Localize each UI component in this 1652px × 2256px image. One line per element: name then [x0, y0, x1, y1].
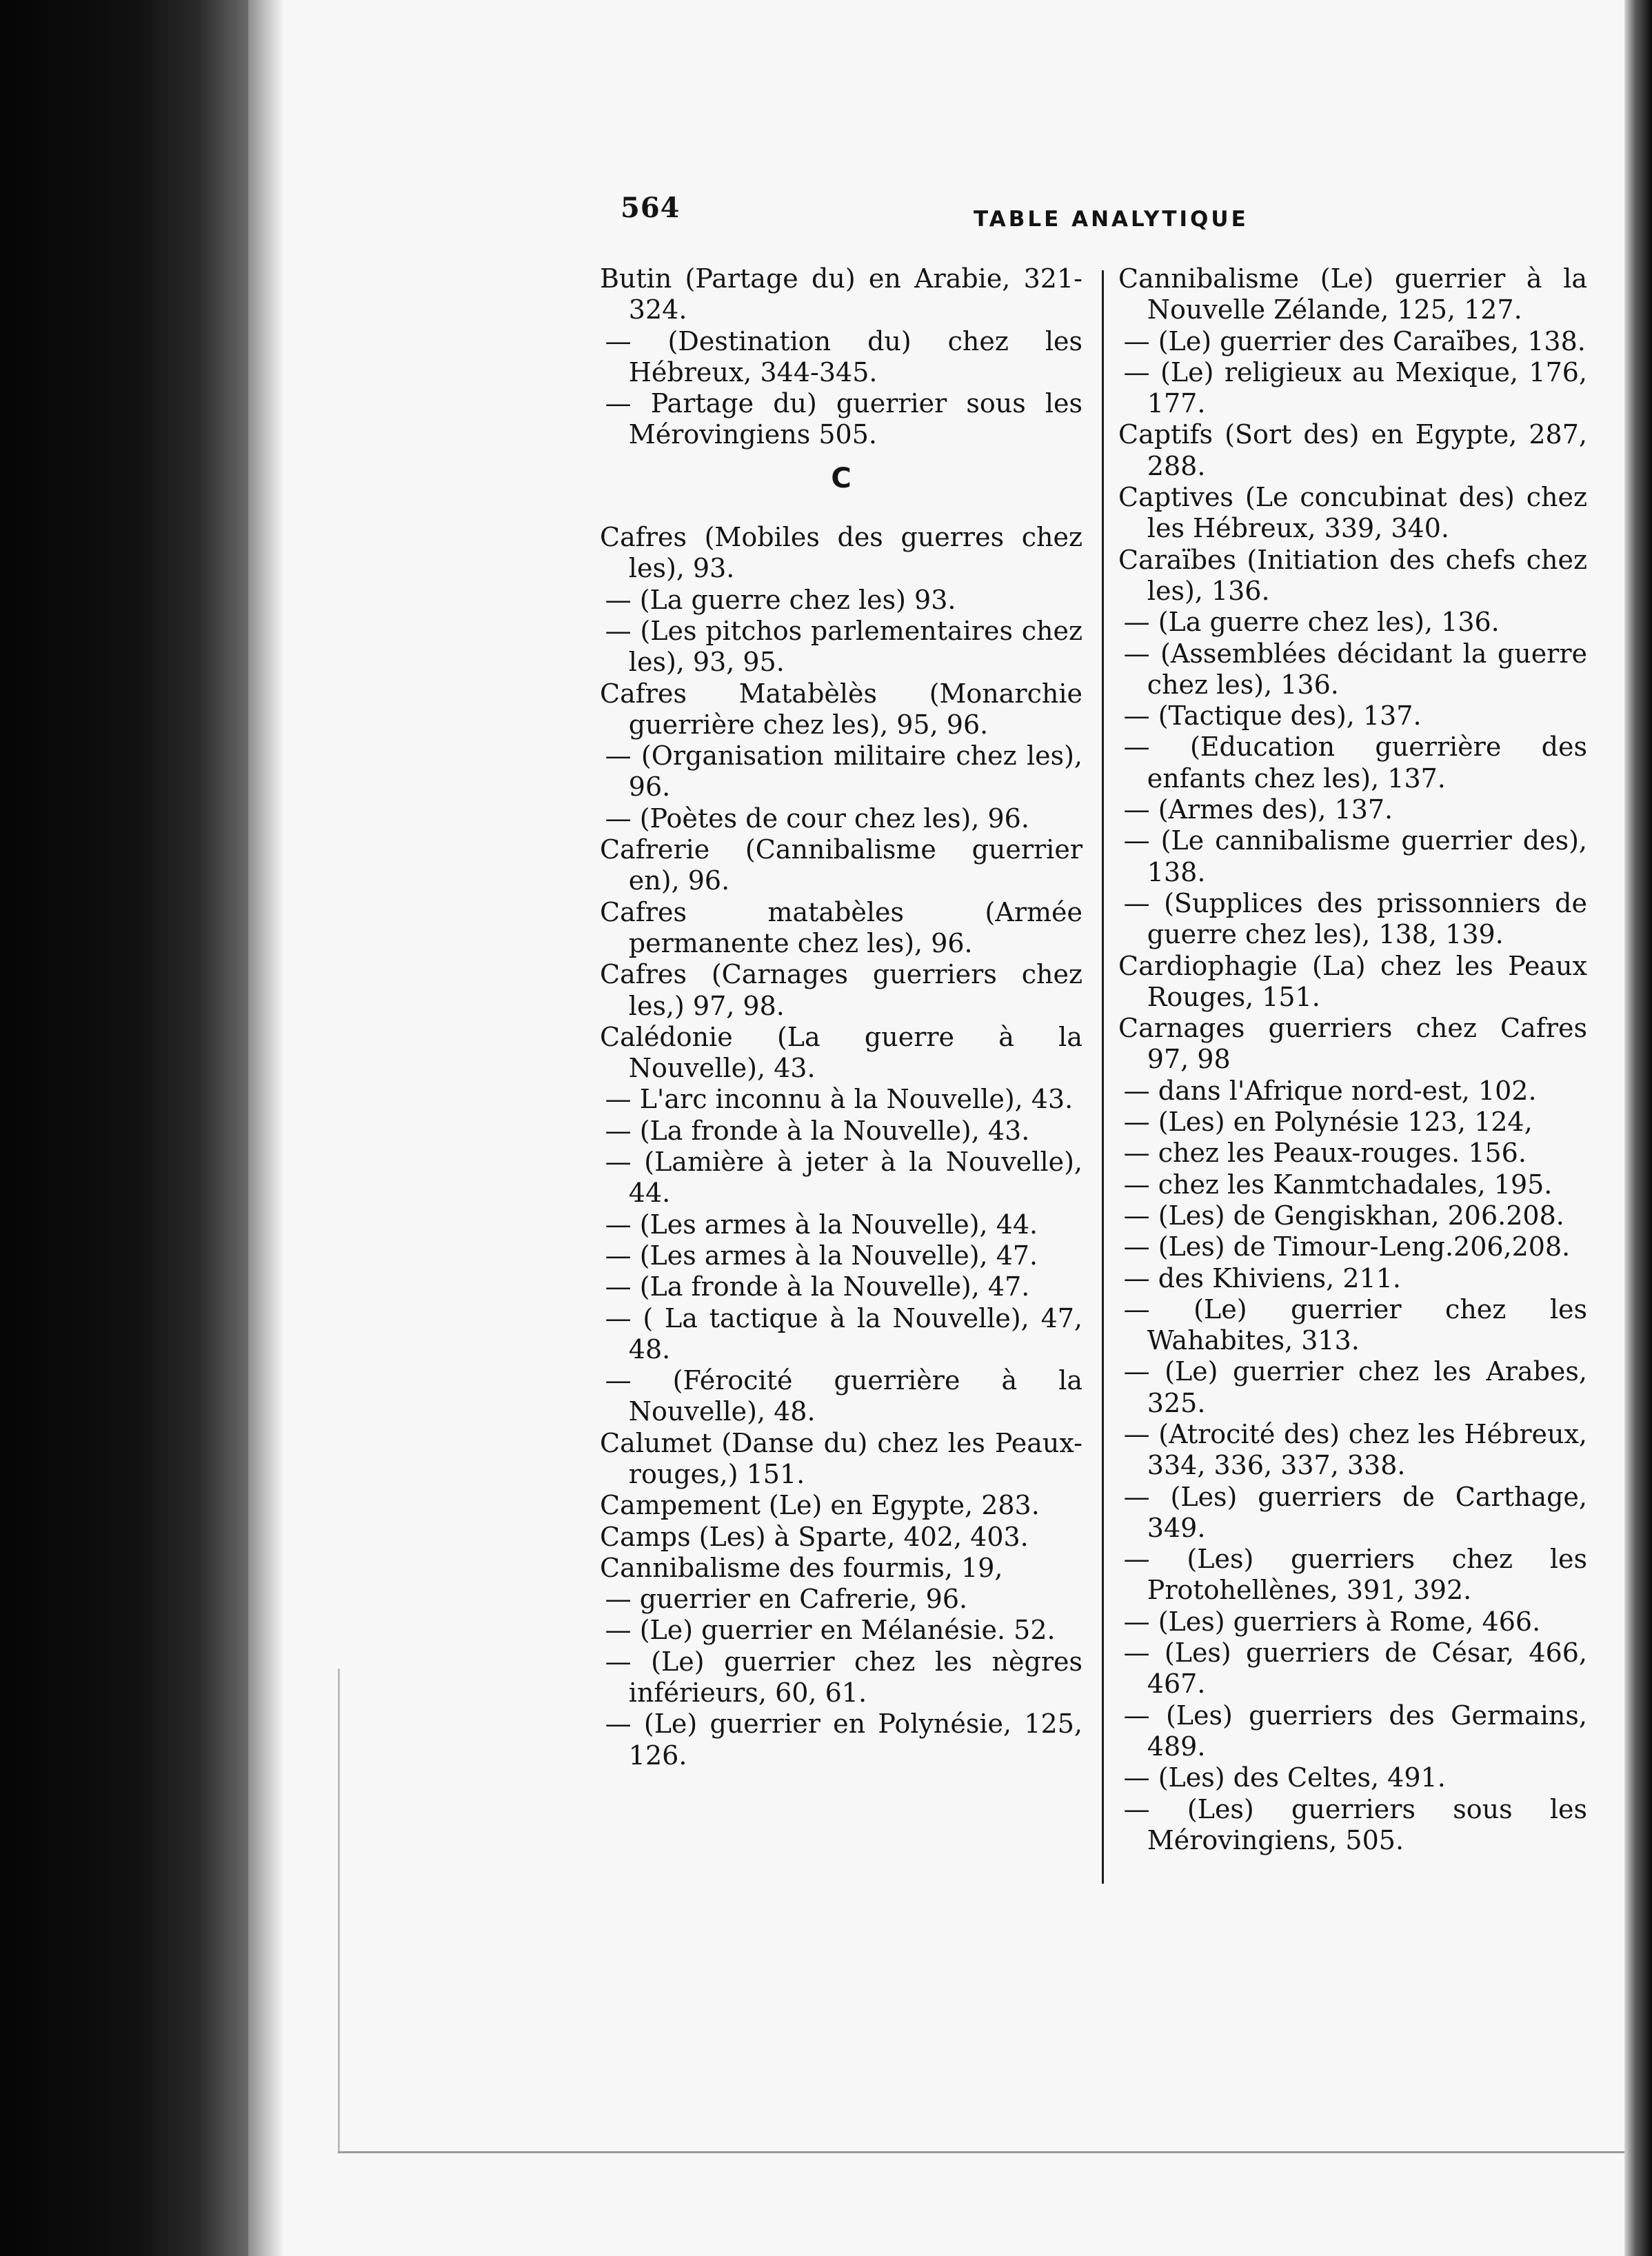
index-entry: — ( La tactique à la Nouvelle), 47, 48.	[605, 1302, 1082, 1364]
index-entry: — (La fronde à la Nouvelle), 47.	[605, 1271, 1030, 1302]
index-entry: — (Supplices des prissonniers de guerre chez les), 138, 139.	[1123, 887, 1587, 950]
index-entry: Caraïbes (Initiation des chefs chez les), 136.	[1118, 544, 1587, 606]
scan-dark-right-edge	[1624, 0, 1652, 2256]
index-entry: — (Le) guerrier en Mélanésie. 52.	[605, 1615, 1056, 1646]
index-entries-c	[600, 522, 1082, 1771]
index-entry: Calumet (Danse du) chez les Peaux-rouges,) 151.	[600, 1427, 1082, 1489]
index-entry: Carnages guerriers chez Cafres 97, 98	[1118, 1013, 1587, 1075]
index-entry: — (Les) guerriers des Germains, 489.	[1123, 1700, 1587, 1762]
index-entry: — (Organisation militaire chez les), 96.	[605, 741, 1082, 803]
index-entry: — guerrier en Cafrerie, 96.	[605, 1584, 968, 1615]
index-entry: — (Les armes à la Nouvelle), 44.	[605, 1209, 1038, 1240]
index-entry: — (Le) religieux au Mexique, 176, 177.	[1123, 356, 1587, 419]
index-entry: — (La guerre chez les), 136.	[1123, 607, 1500, 638]
index-entry: Cannibalisme des fourmis, 19,	[600, 1552, 1003, 1583]
page-left-edge-line	[338, 1669, 340, 2151]
index-entry: — (Tactique des), 137.	[1123, 701, 1422, 732]
index-entry: — chez les Kanmtchadales, 195.	[1123, 1169, 1553, 1200]
index-entry: — (Les) guerriers de Carthage, 349.	[1123, 1481, 1587, 1543]
index-entry: — dans l'Afrique nord-est, 102.	[1123, 1075, 1537, 1106]
index-entry: Cafres Matabèlès (Monarchie guerrière chez les), 95, 96.	[600, 678, 1082, 740]
running-head: TABLE ANALYTIQUE	[974, 207, 1249, 232]
index-entry: — (Les) des Celtes, 491.	[1123, 1762, 1446, 1793]
scan-dark-left-edge	[0, 0, 248, 2256]
index-entry: Calédonie (La guerre à la Nouvelle), 43.	[600, 1021, 1082, 1084]
index-entry: — (Les) en Polynésie 123, 124,	[1123, 1107, 1533, 1138]
index-entry: — (La fronde à la Nouvelle), 43.	[605, 1115, 1030, 1146]
index-entry: — (Les) guerriers de César, 466, 467.	[1123, 1638, 1587, 1700]
index-entry: — (Education guerrière des enfants chez les), 137.	[1123, 732, 1587, 794]
index-entry: — (Poètes de cour chez les), 96.	[605, 803, 1029, 834]
index-entry: — (Destination du) chez les Hébreux, 344-345.	[605, 325, 1082, 387]
index-entry: — (Le) guerrier en Polynésie, 125, 126.	[605, 1709, 1082, 1771]
index-entry: — (Lamière à jeter à la Nouvelle), 44.	[605, 1147, 1082, 1209]
index-entry: Cannibalisme (Le) guerrier à la Nouvelle Zélande, 125, 127.	[1118, 263, 1587, 325]
index-entry: Captives (Le concubinat des) chez les Hébreux, 339, 340.	[1118, 482, 1587, 544]
index-entry: — (Le cannibalisme guerrier des), 138.	[1123, 825, 1587, 887]
index-entry: — (La guerre chez les) 93.	[605, 584, 956, 615]
index-entry: — (Armes des), 137.	[1123, 794, 1393, 825]
index-entry: — (Les armes à la Nouvelle), 47.	[605, 1240, 1038, 1271]
index-entry: — (Les) guerriers sous les Mérovingiens, 505.	[1123, 1793, 1587, 1855]
index-entry: — (Les) de Timour-Leng.206,208.	[1123, 1231, 1571, 1262]
index-entry: Cafres (Carnages guerriers chez les,) 97, 98.	[600, 959, 1082, 1021]
index-entries-b	[600, 263, 1082, 451]
index-entry: — (Les) de Gengiskhan, 206.208.	[1123, 1200, 1564, 1231]
index-entry: — (Assemblées décidant la guerre chez les), 136.	[1123, 638, 1587, 700]
index-entry: Butin (Partage du) en Arabie, 321-324.	[600, 263, 1082, 325]
scan-gutter-shadow	[248, 0, 283, 2256]
index-entry: — (Férocité guerrière à la Nouvelle), 48.	[605, 1365, 1082, 1427]
index-entry: — (Les) guerriers chez les Protohellènes, 391, 392.	[1123, 1544, 1587, 1606]
index-entry: — (Le) guerrier chez les Arabes, 325.	[1123, 1356, 1587, 1418]
index-entry: — L'arc inconnu à la Nouvelle), 43.	[605, 1084, 1074, 1115]
index-column-right	[1118, 263, 1587, 1856]
index-entry: — (Les) guerriers à Rome, 466.	[1123, 1606, 1541, 1637]
page-number: 564	[621, 192, 681, 224]
index-entry: — (Le) guerrier chez les nègres inférieurs, 60, 61.	[605, 1646, 1082, 1709]
index-entry: — chez les Peaux-rouges. 156.	[1123, 1138, 1527, 1169]
page-bottom-edge	[338, 2151, 1624, 2153]
index-entry: Campement (Le) en Egypte, 283.	[600, 1490, 1040, 1521]
index-entry: Cardiophagie (La) chez les Peaux Rouges, 151.	[1118, 950, 1587, 1012]
section-letter: C	[831, 462, 852, 494]
index-entries-c-continued	[1118, 263, 1587, 1856]
index-entry: — (Les pitchos parlementaires chez les), 93, 95.	[605, 615, 1082, 678]
index-entry: Captifs (Sort des) en Egypte, 287, 288.	[1118, 419, 1587, 481]
index-entry: Cafres matabèles (Armée permanente chez les), 96.	[600, 896, 1082, 958]
index-entry: — (Le) guerrier chez les Wahabites, 313.	[1123, 1293, 1587, 1356]
index-column-left	[600, 263, 1082, 1771]
index-entry: — Partage du) guerrier sous les Mérovingiens 505.	[605, 388, 1082, 450]
index-entry: Cafrerie (Cannibalisme guerrier en), 96.	[600, 834, 1082, 896]
index-entry: — (Le) guerrier des Caraïbes, 138.	[1123, 325, 1586, 356]
index-entry: Camps (Les) à Sparte, 402, 403.	[600, 1521, 1029, 1552]
index-entry: — (Atrocité des) chez les Hébreux, 334, 336, 337, 338.	[1123, 1418, 1587, 1481]
index-entry: Cafres (Mobiles des guerres chez les), 93.	[600, 522, 1082, 584]
index-entry: — des Khiviens, 211.	[1123, 1262, 1401, 1293]
column-divider	[1102, 270, 1104, 1884]
